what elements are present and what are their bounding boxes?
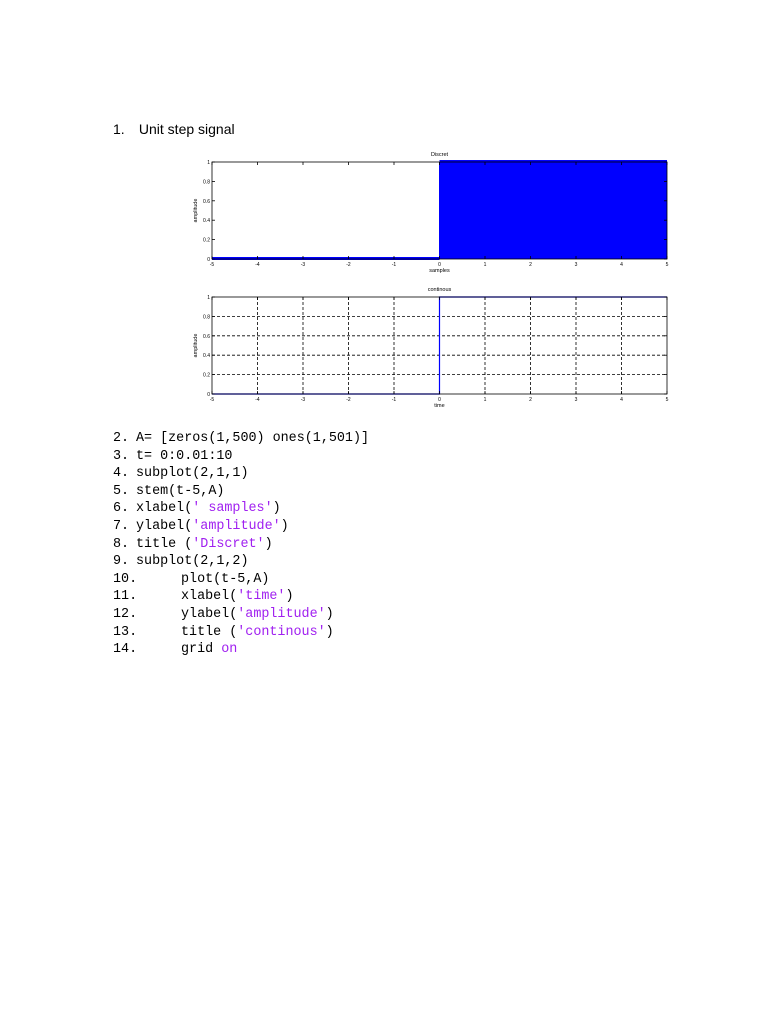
- heading-number: 1.: [113, 121, 125, 137]
- plot1-x-tick-label: 2: [529, 262, 532, 268]
- code-text: subplot(2,1,1): [136, 466, 249, 482]
- code-line: [113, 483, 369, 501]
- line-number: 10.: [113, 571, 138, 587]
- line-number: 2.: [113, 431, 130, 446]
- plot2-x-tick-label: -2: [346, 397, 351, 403]
- plot1-x-tick-label: 3: [574, 262, 578, 268]
- plot1-y-tick-label: 0: [207, 257, 210, 263]
- plot2-x-tick-label: 2: [529, 397, 532, 403]
- line-number: 14.: [113, 642, 138, 658]
- plot1-y-tick-label: 0.2: [203, 237, 210, 244]
- code-text: title (: [181, 624, 238, 640]
- code-text: A= [zeros(1,500) ones(1,501)]: [136, 431, 370, 446]
- code-line: [113, 500, 369, 518]
- line-number: 9.: [113, 554, 130, 570]
- code-text: ylabel(: [181, 606, 238, 622]
- code-string: 'amplitude': [192, 518, 281, 534]
- signal-plots: [0, 0, 768, 420]
- plot2-x-tick-label: -3: [300, 397, 306, 403]
- plot1-x-tick-label: -2: [346, 262, 351, 268]
- line-number: 8.: [113, 536, 130, 552]
- code-string: 'continous': [237, 624, 326, 640]
- plot2-y-tick-label: 0.4: [203, 353, 210, 360]
- plot1-x-tick-label: -1: [391, 262, 397, 268]
- plot1-title: Discret: [430, 152, 449, 158]
- plot2-y-tick-label: 0.8: [203, 314, 210, 321]
- plot2-y-tick-label: 0: [207, 392, 210, 398]
- plot2-xlabel: time: [434, 403, 445, 409]
- plot1-y-tick-label: 0.4: [203, 218, 210, 225]
- line-number: 7.: [113, 518, 130, 534]
- code-text: ): [272, 501, 281, 517]
- code-line: [113, 536, 369, 554]
- code-text: title (: [136, 536, 193, 552]
- code-string: 'Discret': [192, 536, 265, 552]
- plot2-x-tick-label: -1: [391, 397, 397, 403]
- code-line: [113, 553, 369, 571]
- line-number: 13.: [113, 624, 138, 640]
- plot1-y-tick-label: 1: [207, 160, 210, 166]
- plot1-ylabel: amplitude: [193, 198, 199, 223]
- plot2-title: continous: [427, 287, 452, 293]
- code-line: [113, 641, 369, 659]
- heading-text: Unit step signal: [138, 121, 235, 137]
- plot2-y-tick-label: 1: [207, 295, 210, 301]
- line-number: 5.: [113, 483, 130, 499]
- code-string: on: [221, 642, 238, 658]
- code-text: plot(t-5,A): [181, 571, 270, 587]
- code-listing: [113, 430, 369, 659]
- code-text: ): [325, 624, 334, 640]
- plot2-x-tick-label: 0: [438, 397, 441, 403]
- plot2-x-tick-label: -4: [255, 397, 260, 403]
- plot1-y-tick-label: 0.6: [203, 198, 210, 205]
- code-text: stem(t-5,A): [136, 483, 225, 499]
- code-string: ' samples': [192, 501, 273, 517]
- plot1-stem-markers-zero: [212, 257, 440, 260]
- plot2-x-tick-label: 4: [620, 397, 623, 403]
- code-line: [113, 624, 369, 642]
- code-text: ): [280, 518, 289, 534]
- code-text: xlabel(: [136, 501, 193, 517]
- plot2-series-line: [212, 297, 667, 394]
- plot2-y-tick-label: 0.6: [203, 333, 210, 340]
- code-text: ): [325, 606, 334, 622]
- code-text: ): [285, 589, 294, 605]
- plot2-x-tick-label: 3: [574, 397, 578, 403]
- plot2-ylabel: amplitude: [193, 333, 199, 358]
- code-line: [113, 448, 369, 466]
- plot2-x-tick-label: 1: [483, 397, 487, 403]
- code-line: [113, 588, 369, 606]
- line-number: 4.: [113, 466, 130, 482]
- plot1-x-tick-label: 5: [665, 262, 669, 268]
- code-line: [113, 571, 369, 589]
- code-line: [113, 518, 369, 536]
- line-number: 12.: [113, 606, 138, 622]
- code-text: grid: [181, 642, 222, 658]
- code-text: xlabel(: [181, 589, 238, 605]
- plot1-stem-lines-one: [440, 160, 668, 259]
- plot1-x-tick-label: 1: [483, 262, 487, 268]
- code-text: subplot(2,1,2): [136, 554, 249, 570]
- plot1-x-tick-label: -3: [300, 262, 306, 268]
- plot1-xlabel: samples: [429, 268, 450, 274]
- plot2-y-tick-label: 0.2: [203, 372, 210, 379]
- plot2-x-tick-label: 5: [665, 397, 669, 403]
- plot1-x-tick-label: 4: [620, 262, 623, 268]
- plot2-x-tick-label: -5: [209, 397, 215, 403]
- line-number: 6.: [113, 501, 130, 517]
- plot1-y-tick-label: 0.8: [203, 179, 210, 186]
- code-text: ): [264, 536, 273, 552]
- code-text: t= 0:0.01:10: [136, 448, 233, 464]
- code-text: ylabel(: [136, 518, 193, 534]
- code-line: [113, 430, 369, 448]
- line-number: 11.: [113, 589, 138, 605]
- plot1-x-tick-label: -5: [209, 262, 215, 268]
- plot1-x-tick-label: -4: [255, 262, 260, 268]
- code-string: 'time': [237, 589, 286, 605]
- line-number: 3.: [113, 448, 130, 464]
- code-line: [113, 606, 369, 624]
- code-line: [113, 465, 369, 483]
- plot1-x-tick-label: 0: [438, 262, 441, 268]
- code-string: 'amplitude': [237, 606, 326, 622]
